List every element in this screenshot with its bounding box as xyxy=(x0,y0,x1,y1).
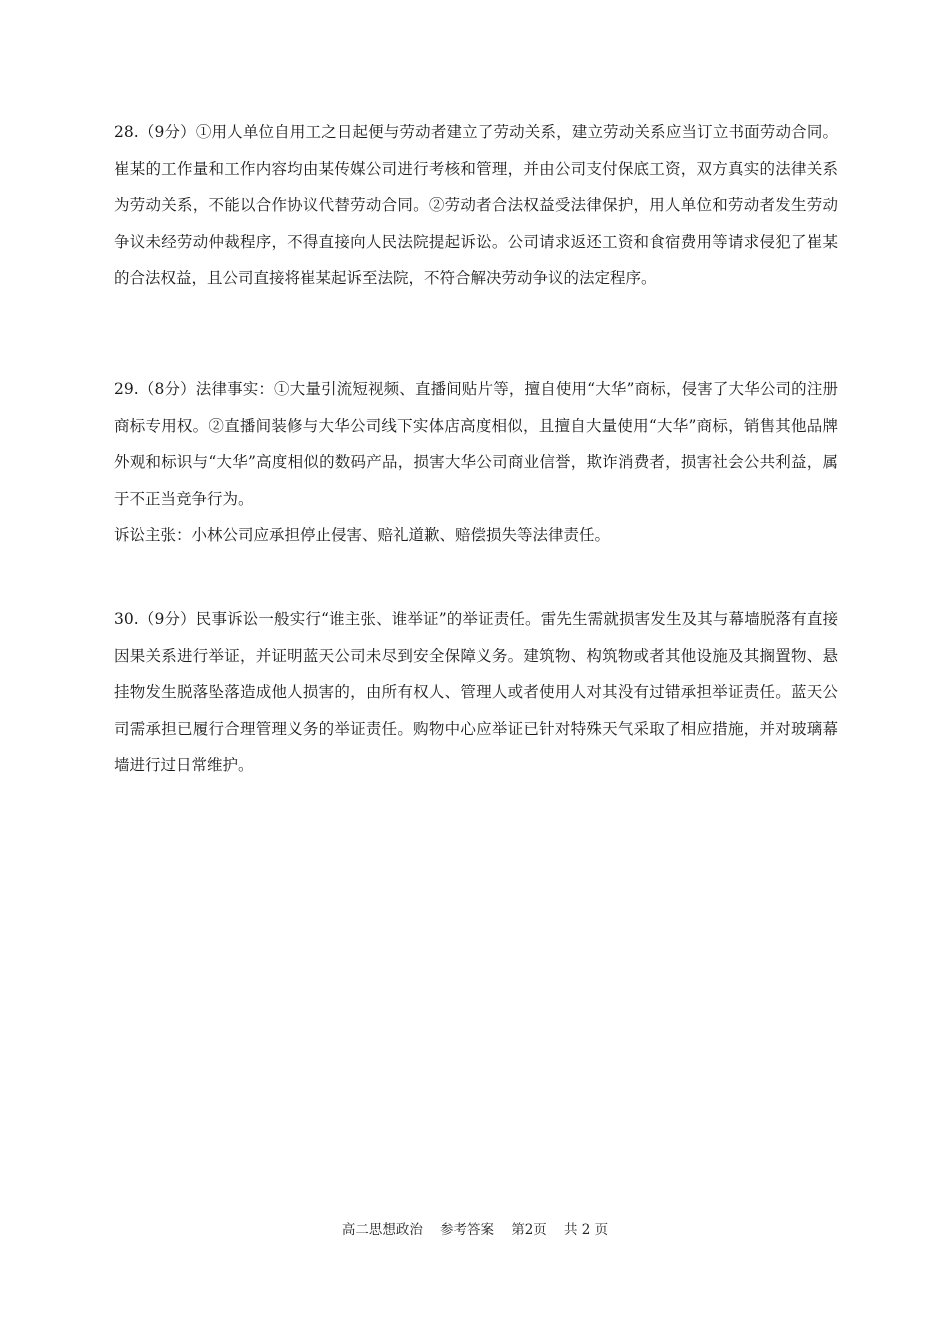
answer-29 xyxy=(114,371,838,554)
answer-28 xyxy=(114,114,838,297)
page-footer: 高二思想政治 参考答案 第2页 共 2 页 xyxy=(341,1222,609,1238)
answer-28-text: 28.（9分）①用人单位自用工之日起便与劳动者建立了劳动关系，建立劳动关系应当订立书面劳动合同。崔某的工作量和工作内容均由某传媒公司进行考核和管理，并由公司支付保底工资，双方真实的法律关系为劳动关系，不能以合作协议代替劳动合同。②劳动者合法权益受法律保护，用人单位和劳动者发生劳动争议未经劳动仲裁程序，不得直接向人民法院提起诉讼。公司请求返还工资和食宿费用等请求侵犯了崔某的合法权益，且公司直接将崔某起诉至法院，不符合解决劳动争议的法定程序。 xyxy=(114,123,838,287)
answer-30-text: 30.（9分）民事诉讼一般实行“谁主张、谁举证”的举证责任。雷先生需就损害发生及其与幕墙脱落有直接因果关系进行举证，并证明蓝天公司未尽到安全保障义务。建筑物、构筑物或者其他设施及其搁置物、悬挂物发生脱落坠落造成他人损害的，由所有权人、管理人或者使用人对其没有过错承担举证责任。蓝天公司需承担已履行合理管理义务的举证责任。购物中心应举证已针对特殊天气采取了相应措施，并对玻璃幕墙进行过日常维护。 xyxy=(114,610,838,774)
answer-29-claim: 诉讼主张：小林公司应承担停止侵害、赔礼道歉、赔偿损失等法律责任。 xyxy=(114,526,611,544)
answer-29-facts: 29.（8分）法律事实：①大量引流短视频、直播间贴片等，擅自使用“大华”商标，侵害了大华公司的注册商标专用权。②直播间装修与大华公司线下实体店高度相似，且擅自大量使用“大华”商标，销售其他品牌外观和标识与“大华”高度相似的数码产品，损害大华公司商业信誉，欺诈消费者，损害社会公共利益，属于不正当竞争行为。 xyxy=(114,380,838,508)
answer-30 xyxy=(114,601,838,784)
